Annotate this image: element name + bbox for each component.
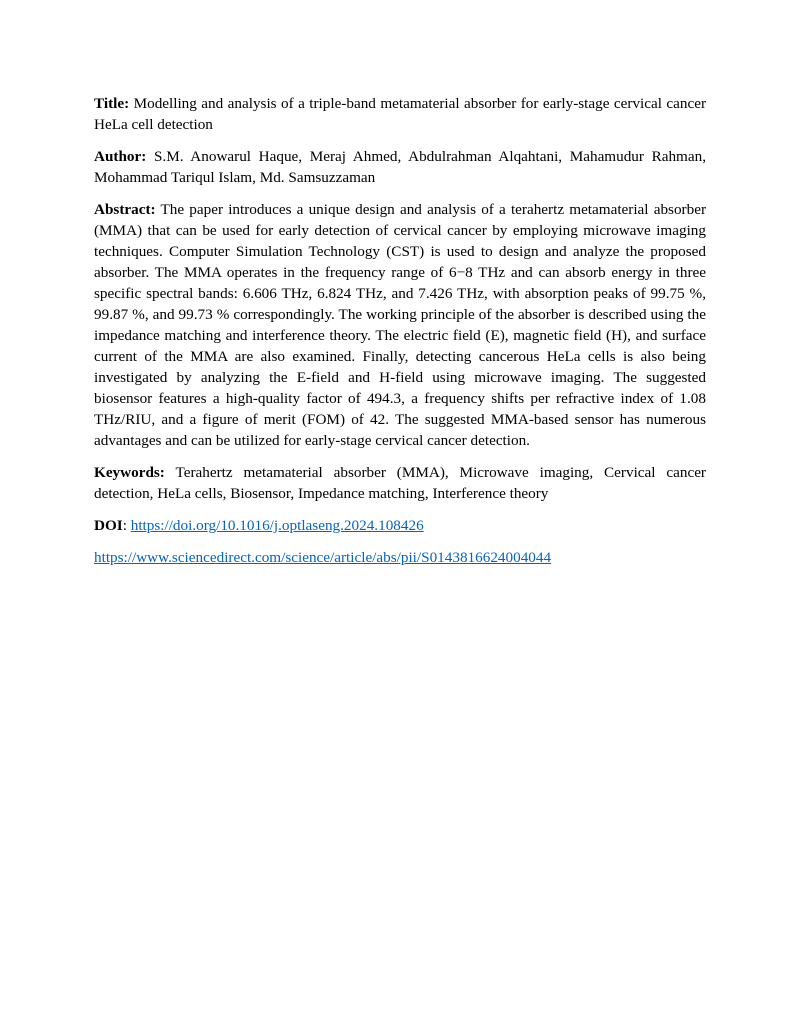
author-label: Author: — [94, 148, 147, 165]
keywords-label: Keywords: — [94, 464, 165, 481]
title-text: Modelling and analysis of a triple-band metamaterial absorber for early-stage cervical cancer HeLa cell detection — [94, 95, 707, 133]
abstract-paragraph — [94, 199, 706, 451]
abstract-label: Abstract: — [94, 201, 156, 218]
abstract-text: The paper introduces a unique design and analysis of a terahertz metamaterial absorber (MMA) that can be used for early detection of cervical cancer by employing microwave imaging techniques. Computer Simulation Technology (CST) is used to design and analyze the proposed absorber. The MMA operates in the frequency range of 6−8 THz and can absorb energy in three specific spectral bands: 6.606 THz, 6.824 THz, and 7.426 THz, with absorption peaks of 99.75 %, 99.87 %, and 99.73 % correspondingly. The working principle of the absorber is described using the impedance matching and interference theory. The electric field (E), magnetic field (H), and surface current of the MMA are also examined. Finally, detecting cancerous HeLa cells is also being investigated by analyzing the E-field and H-field using microwave imaging. The suggested biosensor features a high-quality factor of 494.3, a frequency shifts per refractive index of 1.08 THz/RIU, and a figure of merit (FOM) of 42. The suggested MMA-based sensor has numerous advantages and can be utilized for early-stage cervical cancer detection. — [94, 201, 706, 449]
title-paragraph — [94, 93, 706, 135]
keywords-paragraph — [94, 462, 706, 504]
author-text: S.M. Anowarul Haque, Meraj Ahmed, Abdulrahman Alqahtani, Mahamudur Rahman, Mohammad Tariqul Islam, Md. Samsuzzaman — [94, 148, 707, 186]
doi-paragraph — [94, 515, 706, 536]
sciencedirect-paragraph — [94, 547, 706, 568]
doi-separator: : — [122, 517, 131, 534]
sciencedirect-link[interactable]: https://www.sciencedirect.com/science/article/abs/pii/S0143816624004044 — [94, 549, 552, 566]
keywords-text: Terahertz metamaterial absorber (MMA), Microwave imaging, Cervical cancer detection, HeLa cells, Biosensor, Impedance matching, Interference theory — [94, 464, 706, 502]
document-page — [94, 93, 706, 579]
doi-link[interactable]: https://doi.org/10.1016/j.optlaseng.2024.108426 — [130, 517, 424, 534]
title-label: Title: — [94, 95, 130, 112]
author-paragraph — [94, 146, 706, 188]
doi-label: DOI — [94, 517, 123, 534]
